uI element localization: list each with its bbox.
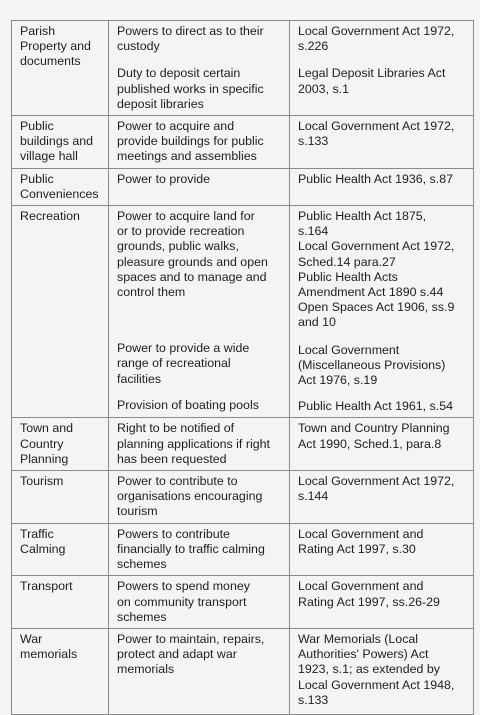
statute-text: Local Government Act 1972, bbox=[298, 24, 455, 38]
subject-text: Public bbox=[20, 119, 54, 134]
power-text: Power to provide a wide bbox=[117, 341, 250, 356]
subject-text: Property and bbox=[20, 39, 91, 54]
subject-text: documents bbox=[20, 54, 81, 69]
power-entry bbox=[117, 209, 283, 300]
powers-cell bbox=[109, 21, 290, 116]
statute-text: Public Health Acts bbox=[298, 269, 398, 284]
power-text: published works in specific bbox=[117, 81, 264, 96]
table-row bbox=[12, 418, 474, 471]
subject-text: Country bbox=[20, 436, 64, 451]
subject-text: Tourism bbox=[20, 474, 64, 489]
power-text: facilities bbox=[117, 371, 162, 386]
power-text: has been requested bbox=[117, 451, 227, 466]
power-text: Right to be notified of bbox=[117, 421, 235, 436]
table-row bbox=[12, 628, 474, 714]
subject-text: Public bbox=[20, 171, 54, 186]
power-text: schemes bbox=[117, 609, 167, 624]
power-text: Power to provide bbox=[117, 171, 210, 186]
statute-text: Act 1990, Sched.1, para.8 bbox=[298, 436, 442, 451]
power-text: spaces and to manage and bbox=[117, 269, 267, 284]
statute-entry bbox=[298, 66, 467, 96]
subject-text: buildings and bbox=[20, 134, 94, 149]
statute-cell bbox=[290, 116, 474, 169]
power-entry bbox=[117, 398, 283, 413]
subject-cell bbox=[12, 523, 109, 576]
power-text: Powers to direct as to their bbox=[117, 24, 264, 38]
subject-text: War bbox=[20, 631, 43, 646]
statute-text: Amendment Act 1890 s.44 bbox=[298, 285, 444, 300]
power-text: Power to contribute to bbox=[117, 474, 238, 489]
table-row bbox=[12, 576, 474, 629]
powers-table bbox=[11, 20, 474, 715]
table-row bbox=[12, 168, 474, 205]
statute-text: Act 1976, s.19 bbox=[298, 373, 378, 388]
statute-text: s.226 bbox=[298, 39, 329, 54]
statute-cell bbox=[290, 628, 474, 714]
statute-text: Public Health Act 1936, s.87 bbox=[298, 171, 453, 186]
statute-text: Authorities' Powers) Act bbox=[298, 647, 429, 662]
statute-text: s.133 bbox=[298, 692, 329, 707]
power-text: organisations encouraging bbox=[117, 489, 263, 504]
power-text: planning applications if right bbox=[117, 436, 270, 451]
statute-cell bbox=[290, 168, 474, 205]
statute-cell bbox=[290, 576, 474, 629]
statute-cell bbox=[290, 471, 474, 524]
powers-cell bbox=[109, 116, 290, 169]
subject-text: Traffic bbox=[20, 526, 54, 541]
statute-text: s.144 bbox=[298, 489, 329, 504]
subject-cell bbox=[12, 21, 109, 116]
statute-text: Local Government and bbox=[298, 526, 424, 541]
subject-cell bbox=[12, 418, 109, 471]
powers-cell bbox=[109, 471, 290, 524]
statute-text: and 10 bbox=[298, 315, 336, 330]
statute-entry bbox=[298, 343, 467, 389]
power-text: Powers to contribute bbox=[117, 526, 230, 541]
statute-text: Local Government Act 1972, bbox=[298, 239, 455, 254]
statute-cell bbox=[290, 418, 474, 471]
power-text: deposit libraries bbox=[117, 96, 204, 111]
powers-cell bbox=[109, 206, 290, 418]
statute-text: Legal Deposit Libraries Act bbox=[298, 66, 446, 81]
subject-text: memorials bbox=[20, 647, 78, 662]
power-text: protect and adapt war bbox=[117, 647, 237, 662]
power-text: control them bbox=[117, 285, 186, 300]
powers-cell bbox=[109, 523, 290, 576]
power-text: Power to acquire land for bbox=[117, 209, 255, 224]
power-text: or to provide recreation bbox=[117, 224, 245, 239]
powers-cell bbox=[109, 628, 290, 714]
statute-text: Town and Country Planning bbox=[298, 421, 450, 436]
statute-text: Local Government Act 1948, bbox=[298, 677, 455, 692]
statute-text: (Miscellaneous Provisions) bbox=[298, 357, 446, 372]
statute-text: 1923, s.1; as extended by bbox=[298, 662, 440, 677]
subject-text: Conveniences bbox=[20, 186, 99, 201]
statute-text: Public Health Act 1961, s.54 bbox=[298, 399, 453, 414]
statute-text: Local Government Act 1972, bbox=[298, 119, 455, 134]
powers-cell bbox=[109, 576, 290, 629]
table-row bbox=[12, 471, 474, 524]
statute-entry bbox=[298, 24, 467, 54]
table-row bbox=[12, 206, 474, 418]
subject-cell bbox=[12, 471, 109, 524]
statute-text: s.133 bbox=[298, 134, 329, 149]
subject-cell bbox=[12, 628, 109, 714]
statute-text: War Memorials (Local bbox=[298, 631, 419, 646]
power-text: on community transport bbox=[117, 594, 247, 609]
statute-text: Local Government bbox=[298, 342, 400, 357]
subject-text: Recreation bbox=[20, 209, 80, 224]
subject-text: village hall bbox=[20, 149, 78, 164]
powers-cell bbox=[109, 168, 290, 205]
statute-cell bbox=[290, 206, 474, 418]
statute-cell bbox=[290, 21, 474, 116]
power-entry bbox=[117, 341, 283, 387]
table-row bbox=[12, 523, 474, 576]
subject-text: Town and bbox=[20, 421, 74, 436]
power-text: Power to acquire and bbox=[117, 119, 235, 134]
subject-cell bbox=[12, 116, 109, 169]
powers-cell bbox=[109, 418, 290, 471]
statute-cell bbox=[290, 523, 474, 576]
subject-text: Calming bbox=[20, 541, 66, 556]
subject-cell bbox=[12, 168, 109, 205]
subject-cell bbox=[12, 206, 109, 418]
power-text: schemes bbox=[117, 557, 167, 572]
statute-text: Local Government and bbox=[298, 579, 424, 594]
power-text: Power to maintain, repairs, bbox=[117, 631, 265, 646]
statute-text: Local Government Act 1972, bbox=[298, 474, 455, 489]
power-entry bbox=[117, 66, 283, 112]
power-entry bbox=[117, 24, 283, 54]
subject-text: Transport bbox=[20, 579, 73, 594]
power-text: Provision of boating pools bbox=[117, 397, 259, 412]
power-text: pleasure grounds and open bbox=[117, 254, 268, 269]
statute-entry bbox=[298, 399, 467, 414]
statute-entry bbox=[298, 209, 467, 331]
power-text: provide buildings for public bbox=[117, 134, 264, 149]
power-text: tourism bbox=[117, 504, 158, 519]
statute-text: 2003, s.1 bbox=[298, 81, 349, 96]
statute-text: s.164 bbox=[298, 224, 329, 239]
statute-text: Rating Act 1997, s.30 bbox=[298, 541, 416, 556]
power-text: Duty to deposit certain bbox=[117, 66, 241, 81]
statute-text: Open Spaces Act 1906, ss.9 bbox=[298, 300, 455, 315]
power-text: grounds, public walks, bbox=[117, 239, 239, 254]
statute-text: Public Health Act 1875, bbox=[298, 209, 427, 224]
statute-text: Sched.14 para.27 bbox=[298, 254, 396, 269]
subject-text: Planning bbox=[20, 451, 69, 466]
power-text: meetings and assemblies bbox=[117, 149, 257, 164]
power-text: range of recreational bbox=[117, 356, 231, 371]
subject-cell bbox=[12, 576, 109, 629]
table-row bbox=[12, 21, 474, 116]
subject-text: Parish bbox=[20, 24, 56, 38]
table-row bbox=[12, 116, 474, 169]
statute-text: Rating Act 1997, ss.26-29 bbox=[298, 594, 440, 609]
power-text: Powers to spend money bbox=[117, 579, 250, 594]
power-text: memorials bbox=[117, 662, 175, 677]
power-text: financially to traffic calming bbox=[117, 541, 265, 556]
power-text: custody bbox=[117, 39, 160, 54]
